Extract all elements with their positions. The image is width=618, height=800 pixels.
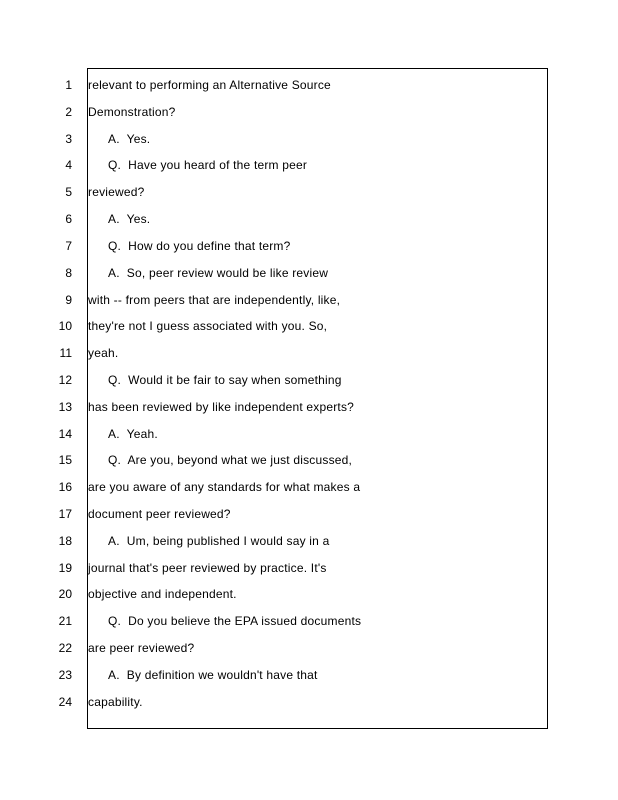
line-number: 12 — [58, 373, 72, 387]
transcript-line: relevant to performing an Alternative Source — [88, 78, 331, 92]
transcript-line: reviewed? — [88, 185, 145, 199]
transcript-line: Q. Do you believe the EPA issued documents — [108, 614, 362, 628]
line-number: 18 — [58, 534, 72, 548]
transcript-line: are you aware of any standards for what makes a — [88, 480, 361, 494]
line-number: 16 — [58, 480, 72, 494]
transcript-line: A. So, peer review would be like review — [108, 266, 329, 280]
line-number: 17 — [58, 507, 72, 521]
transcript-line: A. Yes. — [108, 212, 151, 226]
transcript-line: they're not I guess associated with you. So, — [88, 319, 328, 333]
line-number: 14 — [58, 427, 72, 441]
transcript-line: capability. — [88, 695, 143, 709]
line-number: 2 — [65, 105, 72, 119]
transcript-line: objective and independent. — [88, 587, 237, 601]
line-number: 8 — [65, 266, 72, 280]
line-number: 5 — [65, 185, 72, 199]
transcript-line: Q. Have you heard of the term peer — [108, 158, 308, 172]
line-number: 9 — [65, 293, 72, 307]
transcript-line: A. By definition we wouldn't have that — [108, 668, 318, 682]
transcript-line: Q. Would it be fair to say when something — [108, 373, 342, 387]
transcript-line: are peer reviewed? — [88, 641, 195, 655]
transcript-line: A. Um, being published I would say in a — [108, 534, 330, 548]
line-number: 23 — [58, 668, 72, 682]
line-number: 1 — [65, 78, 72, 92]
transcript-line: A. Yes. — [108, 132, 151, 146]
transcript-line: has been reviewed by like independent experts? — [88, 400, 355, 414]
line-number: 4 — [65, 158, 72, 172]
transcript-line: Q. How do you define that term? — [108, 239, 291, 253]
line-number: 15 — [58, 453, 72, 467]
transcript-line: journal that's peer reviewed by practice. It's — [88, 561, 327, 575]
line-number: 24 — [58, 695, 72, 709]
transcript-line: document peer reviewed? — [88, 507, 231, 521]
line-number: 3 — [65, 132, 72, 146]
transcript-line: yeah. — [88, 346, 119, 360]
line-number: 7 — [65, 239, 72, 253]
line-number: 19 — [58, 561, 72, 575]
transcript-line: A. Yeah. — [108, 427, 158, 441]
line-number: 22 — [58, 641, 72, 655]
line-number: 10 — [58, 319, 72, 333]
transcript-line: Demonstration? — [88, 105, 176, 119]
transcript-line: Q. Are you, beyond what we just discussed, — [108, 453, 353, 467]
line-number: 11 — [59, 346, 72, 360]
line-number: 6 — [65, 212, 72, 226]
line-number: 21 — [58, 614, 72, 628]
transcript-line: with -- from peers that are independently, like, — [88, 293, 341, 307]
line-number: 13 — [58, 400, 72, 414]
line-number: 20 — [58, 587, 72, 601]
